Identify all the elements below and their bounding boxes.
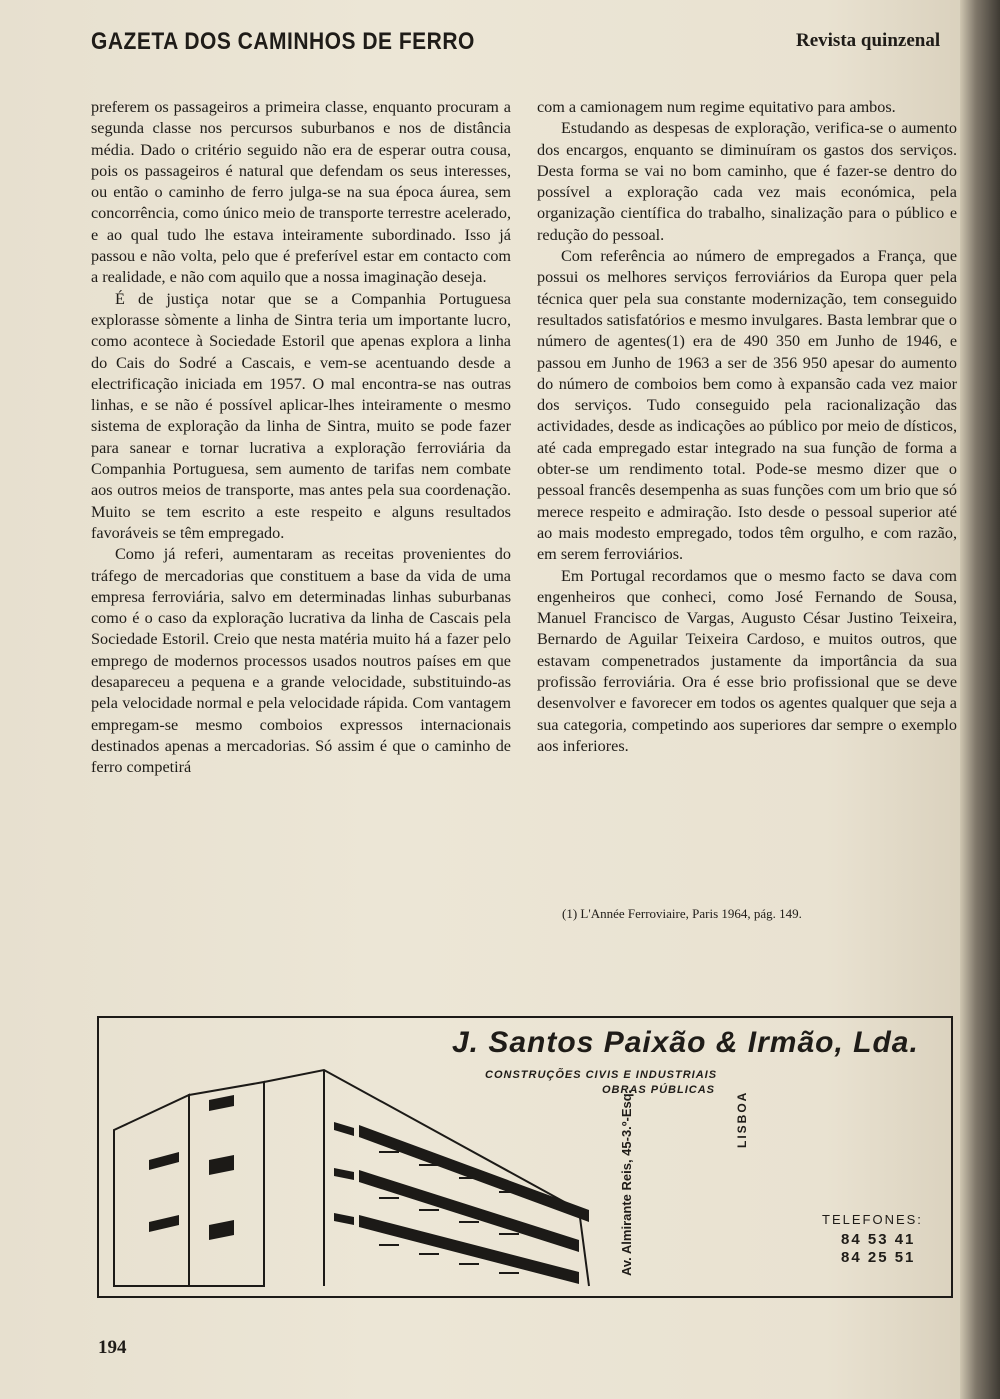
journal-title: GAZETA DOS CAMINHOS DE FERRO: [91, 28, 475, 55]
footnote: [562, 906, 802, 922]
binding-edge: [960, 0, 1000, 1399]
company-address: Av. Almirante Reis, 45-3.º-Esq.: [619, 1089, 634, 1276]
phones-label: TELEFONES:: [822, 1212, 923, 1227]
right-column: [537, 97, 957, 757]
paragraph: preferem os passageiros a primeira classe, enquanto procuram a segunda classe nos percursos suburbanos e nos de distância média. Dado o critério seguido não era de esperar outra cousa, pois os passageiros é natural que defendam os seus interesses, ou então o caminho de ferro julga-se na sua época áurea, sem concorrência, como único meio de transporte terrestre acelerado, e ao qual tudo lhe estava inteiramente subordinado. Isso já passou e não volta, pelo que é preferível estar em contacto com a realidade, e não com aquilo que a nossa imaginação deseja.: [91, 98, 511, 287]
paragraph: Em Portugal recordamos que o mesmo facto se dava com engenheiros que conheci, como José Fernando de Sousa, Manuel Francisco de Vargas, Augusto César Justino Teixeira, Bernardo de Aguilar Teixeira Cardoso, e muitos outros, que estavam compenetrados justamente da importância da sua profissão ferroviária. Ora é esse brio profissional que se deve desenvolver e favorecer em todos os agentes qualquer que seja a sua categoria, competindo aos superiores dar sempre o exemplo aos inferiores.: [537, 566, 957, 755]
journal-subtitle: Revista quinzenal: [796, 30, 941, 51]
company-name: J. Santos Paixão & Irmão, Lda.: [452, 1026, 919, 1059]
phone-number: 84 53 41: [841, 1231, 916, 1248]
paragraph: É de justiça notar que se a Companhia Portuguesa explorasse sòmente a linha de Sintra teria um importante lucro, como acontece à Sociedade Estoril que apenas explora a linha do Cais do Sodré a Cascais, e vem-se acentuando desde a electrificação iniciada em 1957. O mal encontra-se nas outras linhas, e se não é possível aplicar-lhes inteiramente o mesmo sistema de exploração da linha de Sintra, muito se pode fazer para sanear e tornar lucrativa a exploração ferroviária da Companhia Portuguesa, sem aumento de tarifas nem combate aos outros meios de transporte, mas antes pela sua coordenação. Muito se tem escrito a este respeito e alguns resultados favoráveis se têm empregado.: [91, 289, 511, 542]
page-number: 194: [98, 1337, 127, 1358]
paragraph: com a camionagem num regime equitativo para ambos.: [537, 98, 896, 116]
company-city: LISBOA: [735, 1090, 749, 1148]
phone-number: 84 25 51: [841, 1249, 916, 1266]
paragraph: Como já referi, aumentaram as receitas provenientes do tráfego de mercadorias que constituem a base da vida de uma empresa ferroviária, salvo em determinadas linhas suburbanas como é o caso da exploração lucrativa da linha de Cascais pela Sociedade Estoril. Creio que nesta matéria muito há a fazer pelo emprego de modernos processos usados noutros países em que desapareceu a pequena e a grande velocidade, substituindo-as pela velocidade normal e pela velocidade rápida. Com vantagem empregam-se mesmo comboios expressos internacionais destinados apenas a mercadorias. Só assim é que o caminho de ferro competirá: [91, 545, 511, 777]
left-column: [91, 97, 511, 779]
paragraph: Estudando as despesas de exploração, verifica-se o aumento dos encargos, enquanto se diminuíram os gastos dos serviços. Desta forma se vai no bom caminho, que é fazer-se dentro do possível a exploração cada vez mais económica, pela organização científica do trabalho, sinalização para o público e redução do pessoal.: [537, 119, 957, 244]
advertisement: [97, 1016, 953, 1298]
footnote-text: L'Année Ferroviaire, Paris 1964, pág. 149.: [580, 906, 802, 921]
footnote-marker: (1): [562, 906, 578, 921]
company-services: CONSTRUÇÕES CIVIS E INDUSTRIAIS: [485, 1069, 718, 1081]
paragraph: Com referência ao número de empregados a França, que possui os melhores serviços ferroviários da Europa quer pela técnica quer pela sua constante modernização, tem conseguido resultados satisfatórios e mesmo invulgares. Basta lembrar que o número de agentes(1) era de 490 350 em Junho de 1946, e passou em Junho de 1963 a ser de 356 950 apesar do aumento do número de comboios bem como à expansão cada vez maior dos serviços. Tudo conseguido pela racionalização das actividades, desde as indicações ao público por meio de dísticos, até cada empregado estar integrado na sua função de forma a obter-se um rendimento total. Pode-se mesmo dizer que o pessoal francês desempenha as suas funções com um brio que só merece respeito e admiração. Isto desde o pessoal superior até ao mais modesto empregado, todos têm orgulho, e com razão, em serem ferroviários.: [537, 247, 957, 564]
company-public-works: OBRAS PÚBLICAS: [602, 1084, 716, 1096]
